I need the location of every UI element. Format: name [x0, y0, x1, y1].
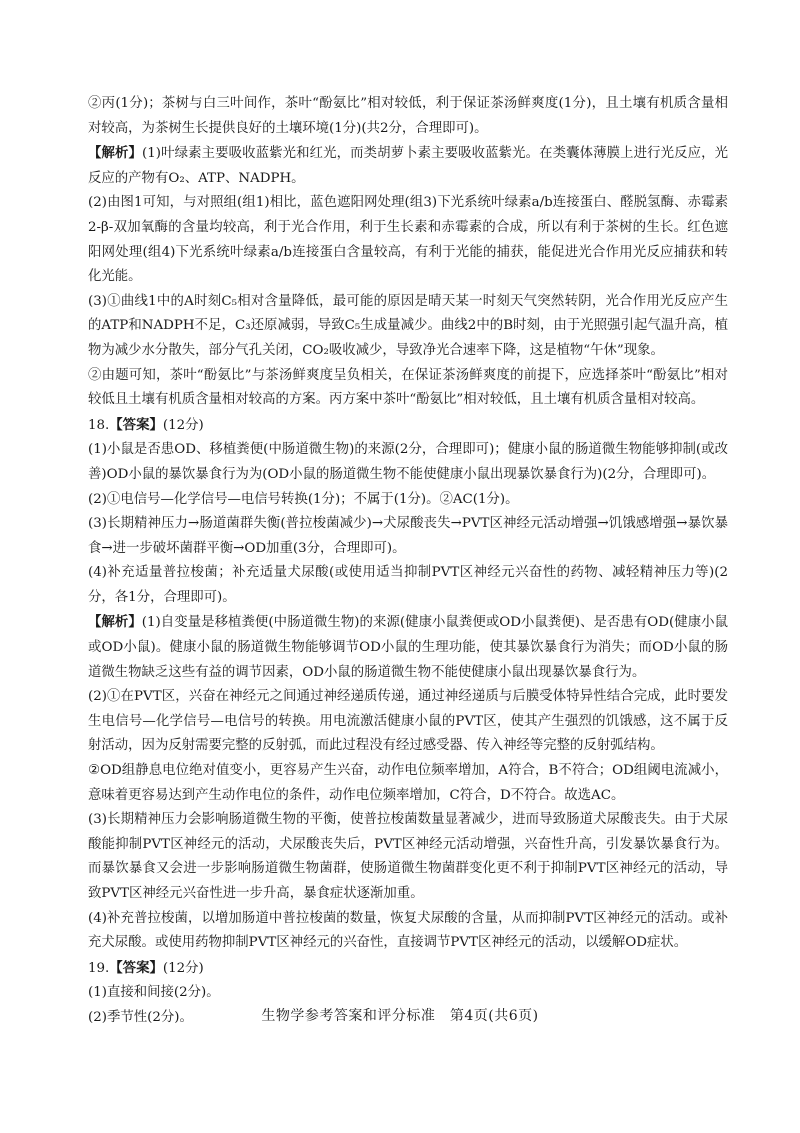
paragraph: ②OD组静息电位绝对值变小，更容易产生兴奋，动作电位频率增加，A符合，B不符合；OD组阈电流减小，意味着更容易达到产生动作电位的条件，动作电位频率增加，C符合，D不符合。故选AC。	[88, 763, 728, 803]
paragraph: (2)①电信号—化学信号—电信号转换(1分)；不属于(1分)。②AC(1分)。	[88, 491, 519, 507]
paragraph: (3)①曲线1中的A时刻C₅相对含量降低，最可能的原因是晴天某一时刻天气突然转阴，光合作用光反应产生的ATP和NADPH不足，C₃还原减弱，导致C₅生成量减少。曲线2中的B时刻，由于光照强引起气温升高，植物为减少水分散失，部分气孔关闭，CO₂吸收减少，导致净光合速率下降，这是植物“午休”现象。	[88, 293, 728, 358]
answer-label: 【答案】	[109, 416, 163, 433]
paragraph: (2)季节性(2分)。	[88, 1009, 193, 1025]
paragraph: ②丙(1分)；茶树与白三叶间作，茶叶“酚氨比”相对较低，利于保证茶汤鲜爽度(1分)，且土壤有机质含量相对较高，为茶树生长提供良好的土壤环境(1分)(共2分，合理即可)。	[88, 96, 728, 136]
paragraph: (2)①在PVT区，兴奋在神经元之间通过神经递质传递，通过神经递质与后膜受体特异性结合完成，此时要发生电信号—化学信号—电信号的转换。用电流激活健康小鼠的PVT区，使其产生强烈的饥饿感，这不属于反射活动，因为反射需要完整的反射弧，而此过程没有经过感受器、传入神经等完整的反射弧结构。	[88, 689, 728, 754]
paragraph: ②由题可知，茶叶“酚氨比”与茶汤鲜爽度呈负相关，在保证茶汤鲜爽度的前提下，应选择茶叶“酚氨比”相对较低且土壤有机质含量相对较高的方案。丙方案中茶叶“酚氨比”相对较低，且土壤有机质含量相对较高。	[88, 367, 728, 408]
page-footer: 生物学参考答案和评分标准 第4页(共6页)	[261, 1008, 539, 1024]
question-18-header	[88, 413, 728, 439]
answer-content	[88, 92, 728, 1031]
paragraph: (3)长期精神压力会影响肠道微生物的平衡，使普拉梭菌数量显著减少，进而导致肠道犬尿酸丧失。由于犬尿酸能抑制PVT区神经元的活动，犬尿酸丧失后，PVT区神经元活动增强，兴奋性升高，引发暴饮暴食行为。而暴饮暴食又会进一步影响肠道微生物菌群，使肠道微生物菌群变化更不利于抑制PVT区神经元的活动，导致PVT区神经元兴奋性进一步升高，暴食症状逐渐加重。	[88, 812, 728, 901]
paragraph-text: (1)自变量是移植粪便(中肠道微生物)的来源(健康小鼠粪便或OD小鼠粪便)、是否患有OD(健康小鼠或OD小鼠)。健康小鼠的肠道微生物能够调节OD小鼠的生理功能，使其暴饮暴食行为消失；而OD小鼠的肠道微生物缺乏这些有益的调节因素，OD小鼠的肠道微生物不能使健康小鼠出现暴饮暴食行为。	[88, 615, 729, 680]
question-19-header	[88, 956, 728, 982]
paragraph: (2)由图1可知，与对照组(组1)相比，蓝色遮阳网处理(组3)下光系统叶绿素a/b连接蛋白、醛脱氢酶、赤霉素2-β-双加氧酶的含量均较高，利于光合作用，利于生长素和赤霉素的合成，所以有利于茶树的生长。红色遮阳网处理(组4)下光系统叶绿素a/b连接蛋白含量较高，有利于光能的捕获，能促进光合作用光反应捕获和转化光能。	[88, 195, 728, 285]
analysis-paragraph	[88, 610, 728, 685]
analysis-label: 【解析】	[88, 145, 143, 162]
paragraph: (1)直接和间接(2分)。	[88, 985, 220, 1001]
question-number: 18.	[88, 417, 110, 433]
question-number: 19.	[88, 960, 110, 976]
paragraph-text: (1)叶绿素主要吸收蓝紫光和红光，而类胡萝卜素主要吸收蓝紫光。在类囊体薄膜上进行光反应，光反应的产物有O₂、ATP、NADPH。	[88, 146, 729, 186]
paragraph: (4)补充适量普拉梭菌；补充适量犬尿酸(或使用适当抑制PVT区神经元兴奋性的药物、减轻精神压力等)(2分，各1分，合理即可)。	[88, 565, 728, 605]
score-text: (12分)	[162, 417, 204, 433]
paragraph: (4)补充普拉梭菌，以增加肠道中普拉梭菌的数量，恢复犬尿酸的含量，从而抑制PVT区神经元的活动。或补充犬尿酸。或使用药物抑制PVT区神经元的兴奋性，直接调节PVT区神经元的活动，以缓解OD症状。	[88, 910, 728, 951]
answer-label: 【答案】	[109, 959, 163, 976]
analysis-label: 【解析】	[88, 614, 142, 631]
score-text: (12分)	[162, 960, 204, 976]
paragraph: (3)长期精神压力→肠道菌群失衡(普拉梭菌减少)→犬尿酸丧失→PVT区神经元活动增强→饥饿感增强→暴饮暴食→进一步破坏菌群平衡→OD加重(3分，合理即可)。	[88, 516, 728, 556]
analysis-paragraph	[88, 141, 728, 191]
paragraph: (1)小鼠是否患OD、移植粪便(中肠道微生物)的来源(2分，合理即可)；健康小鼠的肠道微生物能够抑制(或改善)OD小鼠的暴饮暴食行为为(OD小鼠的肠道微生物不能使健康小鼠出现暴饮暴食行为)(2分，合理即可)。	[88, 442, 728, 482]
